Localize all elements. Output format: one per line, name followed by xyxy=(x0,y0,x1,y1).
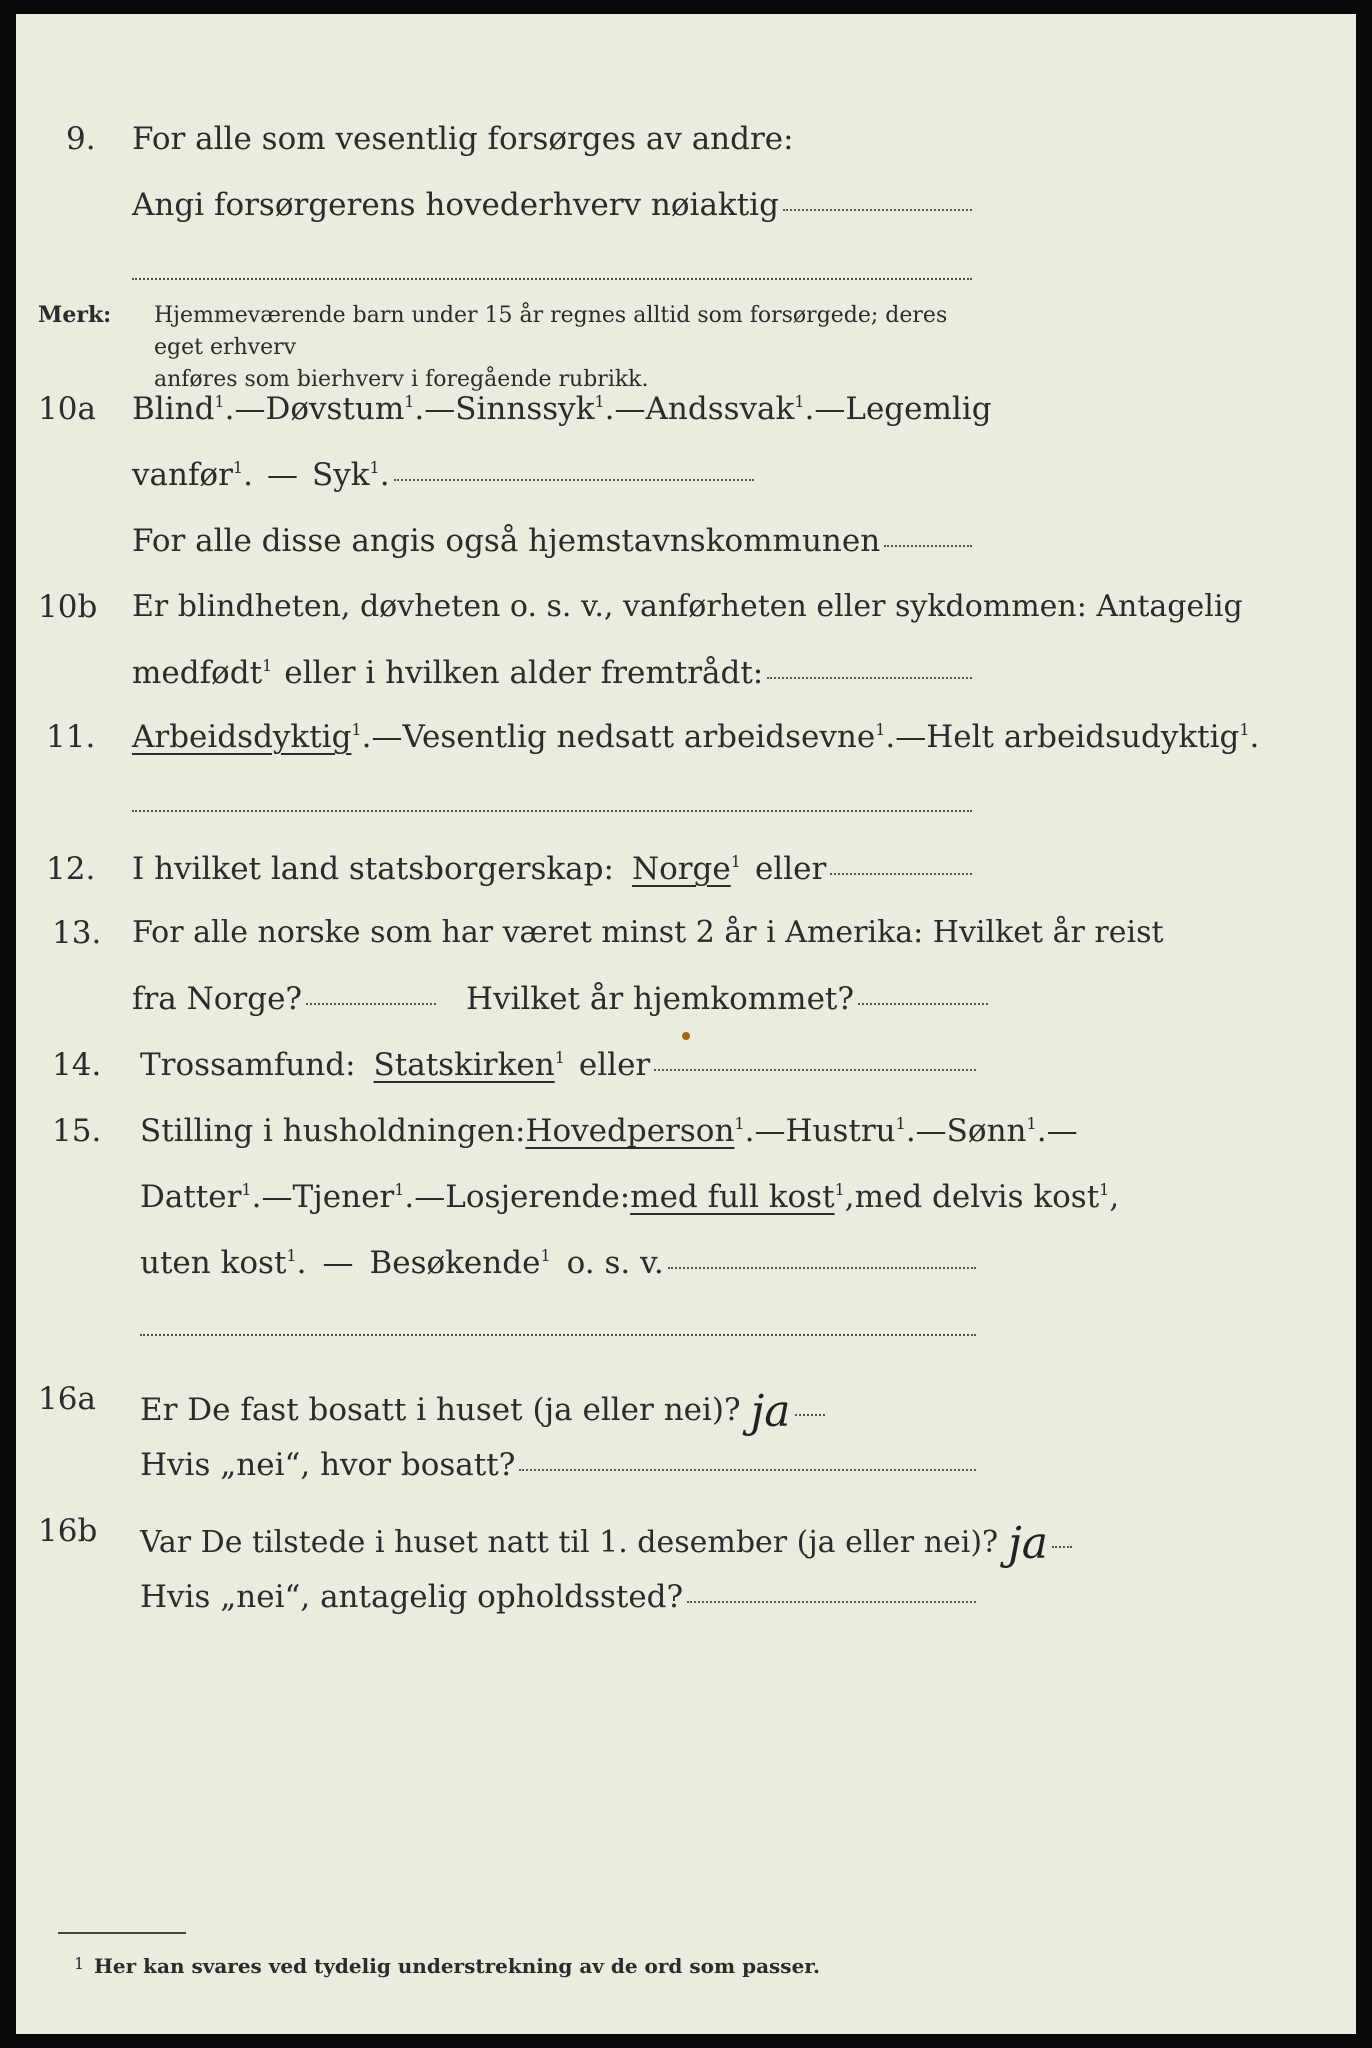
q15-line1: Stilling i husholdningen: Hovedperson$^1$. — Hustru$^1$. — Sønn$^1$. — xyxy=(140,1113,1078,1149)
q14-trossamfund-field[interactable] xyxy=(654,1069,976,1071)
q13-number: 13. xyxy=(52,915,102,951)
dash: — xyxy=(1046,1113,1078,1149)
q10a-number: 10a xyxy=(38,391,96,427)
dash: — xyxy=(754,1113,786,1149)
reist-year-field[interactable] xyxy=(306,1003,436,1005)
bosatt-field[interactable] xyxy=(519,1469,976,1471)
option-med-full-kost[interactable]: med full kost$^1$, xyxy=(630,1179,855,1215)
option-datter[interactable]: Datter$^1$. xyxy=(140,1179,262,1215)
q12-line1: I hvilket land statsborgerskap: Norge$^1$ eller xyxy=(132,854,972,885)
q9-number: 9. xyxy=(66,121,96,157)
dash: — xyxy=(266,457,298,493)
option-norge[interactable]: Norge$^1$ xyxy=(631,851,741,887)
footnote-text: Her kan svares ved tydelig understrekning av de ord som passer. xyxy=(94,1954,820,1978)
option-andssvak[interactable]: Andssvak$^1$. xyxy=(645,391,815,427)
q16a-answer-field[interactable] xyxy=(795,1414,825,1416)
q15-continuation-line[interactable] xyxy=(140,1334,976,1336)
q15-line3: uten kost$^1$. — Besøkende$^1$ o. s. v. xyxy=(140,1248,976,1279)
merk-note xyxy=(38,300,988,396)
q14-number: 14. xyxy=(52,1047,102,1083)
option-sonn[interactable]: Sønn$^1$. xyxy=(946,1113,1047,1149)
q16a-number: 16a xyxy=(38,1381,96,1417)
q10a-syk-field[interactable] xyxy=(394,479,754,481)
q16b-line2: Hvis „nei“, antagelig opholdssted? xyxy=(140,1582,976,1613)
q15-other-field[interactable] xyxy=(668,1267,976,1269)
option-arbeidsdyktig[interactable]: Arbeidsdyktig$^1$. xyxy=(132,719,372,755)
option-dovstum[interactable]: Døvstum$^1$. xyxy=(265,391,425,427)
q16a-line1: Er De fast bosatt i huset (ja eller nei)? ja xyxy=(140,1384,825,1428)
q9-continuation-line[interactable] xyxy=(132,278,972,280)
q16b-number: 16b xyxy=(38,1513,98,1549)
q13-line2: fra Norge? Hvilket år hjemkommet? xyxy=(132,984,988,1015)
option-blind[interactable]: Blind$^1$. xyxy=(132,391,235,427)
q11-continuation-line[interactable] xyxy=(132,810,972,812)
census-form-page xyxy=(16,14,1356,2034)
dash: — xyxy=(261,1179,293,1215)
dash: — xyxy=(915,1113,947,1149)
q16b-answer-field[interactable] xyxy=(1052,1546,1072,1548)
q10a-line1 xyxy=(132,391,992,427)
q11-number: 11. xyxy=(46,719,96,755)
q12-number: 12. xyxy=(46,851,96,887)
option-hustru[interactable]: Hustru$^1$. xyxy=(785,1113,916,1149)
dash: — xyxy=(234,391,266,427)
merk-label: Merk: xyxy=(38,302,112,328)
q12-country-field[interactable] xyxy=(830,873,972,875)
option-medfodt[interactable]: medfødt$^1$ xyxy=(132,655,273,691)
q10a-line2 xyxy=(132,457,754,493)
q15-line2: Datter$^1$. — Tjener$^1$. — Losjerende: med full kost$^1$, med delvis kost$^1$, xyxy=(140,1179,1120,1215)
q10a-line3: For alle disse angis også hjemstavnskommunen xyxy=(132,526,972,557)
dash: — xyxy=(414,1179,446,1215)
option-uten-kost[interactable]: uten kost$^1$. xyxy=(140,1245,307,1281)
q10b-age-field[interactable] xyxy=(767,677,972,679)
dash: — xyxy=(322,1245,354,1281)
option-syk[interactable]: Syk$^1$. xyxy=(311,457,390,493)
q10b-line1: Er blindheten, døvheten o. s. v., vanførheten eller sykdommen: Antagelig xyxy=(132,589,1243,624)
q16b-handwritten-answer[interactable]: ja xyxy=(1008,1518,1048,1569)
option-legemlig[interactable]: Legemlig xyxy=(845,391,992,427)
q16b-line1: Var De tilstede i huset natt til 1. desember (ja eller nei)? ja xyxy=(140,1516,1072,1560)
opholdssted-field[interactable] xyxy=(687,1601,976,1603)
q10b-line2: medfødt$^1$ eller i hvilken alder fremtrådt: xyxy=(132,658,972,689)
dash: — xyxy=(614,391,646,427)
option-vanfor[interactable]: vanfør$^1$. xyxy=(132,457,253,493)
q9-line1: For alle som vesentlig forsørges av andre: xyxy=(132,121,794,157)
option-sinnssyk[interactable]: Sinnssyk$^1$. xyxy=(455,391,615,427)
q10b-number: 10b xyxy=(38,589,98,625)
q11-line1 xyxy=(132,719,1260,755)
merk-text-2: anføres som bierhverv i foregående rubrikk. xyxy=(154,366,649,392)
merk-text-1: Hjemmeværende barn under 15 år regnes alltid som forsørgede; deres eget erhverv xyxy=(154,303,948,360)
q9-answer-field[interactable] xyxy=(783,209,972,211)
dash: — xyxy=(424,391,456,427)
q16a-handwritten-answer[interactable]: ja xyxy=(750,1386,791,1437)
option-arbeidsudyktig[interactable]: Helt arbeidsudyktig$^1$. xyxy=(926,719,1260,755)
ink-dot xyxy=(682,1032,690,1040)
q9-line2: Angi forsørgerens hovederhverv nøiaktig xyxy=(132,190,972,221)
option-besokende[interactable]: Besøkende$^1$ xyxy=(369,1245,551,1281)
q13-line1: For alle norske som har været minst 2 år i Amerika: Hvilket år reist xyxy=(132,915,1164,950)
dash: — xyxy=(895,719,927,755)
q15-number: 15. xyxy=(52,1113,102,1149)
option-statskirken[interactable]: Statskirken$^1$ xyxy=(373,1047,565,1083)
option-nedsatt-arbeidsevne[interactable]: Vesentlig nedsatt arbeidsevne$^1$. xyxy=(402,719,896,755)
q14-line1: Trossamfund: Statskirken$^1$ eller xyxy=(140,1050,976,1081)
option-tjener[interactable]: Tjener$^1$. xyxy=(292,1179,415,1215)
option-med-delvis-kost[interactable]: med delvis kost$^1$, xyxy=(854,1179,1120,1215)
hjemkommet-year-field[interactable] xyxy=(858,1003,988,1005)
dash: — xyxy=(371,719,403,755)
footnote-rule xyxy=(58,1932,186,1934)
dash: — xyxy=(814,391,846,427)
option-hovedperson[interactable]: Hovedperson$^1$. xyxy=(525,1113,755,1149)
hjemstavnskommune-field[interactable] xyxy=(884,545,972,547)
q16a-line2: Hvis „nei“, hvor bosatt? xyxy=(140,1450,976,1481)
footnote-mark: 1 xyxy=(74,1954,85,1973)
